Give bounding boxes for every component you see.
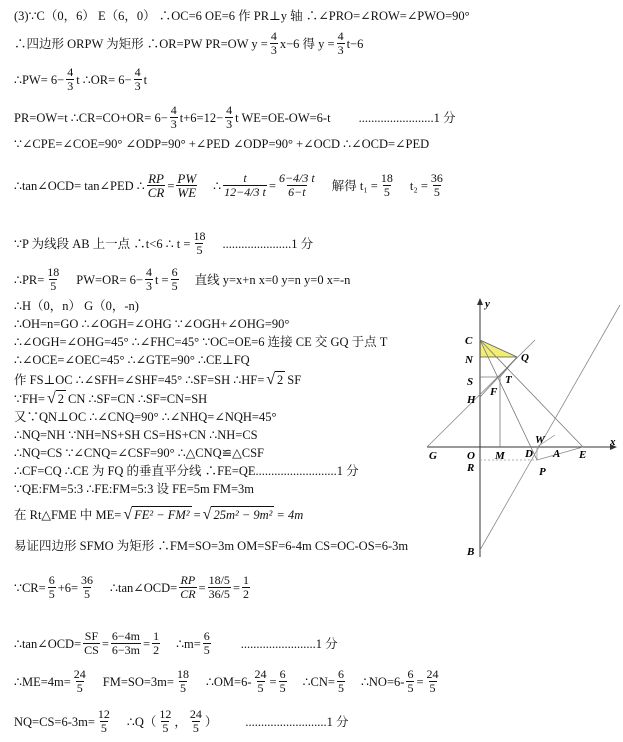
fraction: $\frac{4}{3}$ bbox=[270, 29, 277, 57]
sqrt: √ FE² − FM² bbox=[123, 506, 190, 523]
fraction: $\frac{4}{3}$ bbox=[145, 265, 152, 293]
label-d: D bbox=[525, 448, 533, 460]
line-13: 作 FS⊥OC ∴∠SFH=∠SHF=45° ∴SF=SH ∴HF= √ 2 SF bbox=[14, 371, 302, 388]
label-r: R bbox=[467, 462, 475, 474]
fraction: $\frac{18}{5}$ bbox=[193, 229, 206, 257]
line-10: ∴OH=n=GO ∴∠OGH=∠OHG ∵∠OGH+∠OHG=90° bbox=[14, 317, 290, 331]
fraction: $\frac{t}{12-4/3 t}$ bbox=[224, 171, 266, 199]
fraction: $\frac{1}{2}$ bbox=[153, 629, 160, 657]
label-x: x bbox=[610, 436, 616, 448]
fraction: $\frac{6}{5}$ bbox=[279, 667, 286, 695]
fraction: $\frac{36}{5}$ bbox=[81, 573, 94, 601]
sqrt: √ 2 bbox=[266, 371, 284, 388]
fraction: $\frac{36}{5}$ bbox=[430, 171, 443, 199]
label-w: W bbox=[535, 434, 545, 446]
score-mark: ........................1 分 bbox=[240, 636, 338, 651]
label-o: O bbox=[467, 450, 475, 462]
line-1: (3)∵C（0，6） E（6，0） ∴OC=6 OE=6 作 PR⊥y 轴 ∴∠PRO=∠ROW=∠PWO=90° bbox=[14, 9, 470, 23]
fraction: $\frac{SF}{CS}$ bbox=[84, 629, 99, 657]
line-5: ∵∠CPE=∠COE=90° ∠ODP=90° +∠PED ∠ODP=90° +∠OCD ∴∠OCD=∠PED bbox=[14, 137, 430, 151]
fraction: $\frac{6}{5}$ bbox=[48, 573, 55, 601]
fraction: $\frac{12}{5}$ bbox=[159, 707, 172, 735]
line-15: 又∵QN⊥OC ∴∠CNQ=90° ∴∠NHQ=∠NQH=45° bbox=[14, 410, 277, 424]
line-21: 易证四边形 SFMO 为矩形 ∴FM=SO=3m OM=SF=6-4m CS=OC-OS=6-3m bbox=[14, 539, 409, 553]
label-f: F bbox=[490, 386, 498, 398]
label-h: H bbox=[467, 394, 476, 406]
label-y: y bbox=[485, 298, 490, 310]
line-19: ∵QE:FM=5:3 ∴FE:FM=5:3 设 FE=5m FM=3m bbox=[14, 482, 254, 496]
fraction: $\frac{RP}{CR}$ bbox=[180, 573, 196, 601]
fraction: $\frac{18/5}{36/5}$ bbox=[208, 573, 230, 601]
label-a: A bbox=[553, 448, 561, 460]
line-24: ∴ME=4m= $\frac{24}{5}$ FM=SO=3m= $\frac{18}{5}$ ∴OM=6- $\frac{24}{5}$ = $\frac{6}{5}$ ∴CN= $\frac{6}{5}$ ∴NO=6- $\frac{6}{5}$ = $\frac{24}{5}$ bbox=[14, 667, 439, 695]
fraction: $\frac{24}{5}$ bbox=[189, 707, 202, 735]
geometry-figure bbox=[425, 295, 623, 565]
line-14: ∵FH= √ 2 CN ∴SF=CN ∴SF=CN=SH bbox=[14, 390, 208, 407]
fraction: $\frac{18}{5}$ bbox=[176, 667, 189, 695]
fraction: $\frac{6}{5}$ bbox=[203, 629, 210, 657]
fraction: $\frac{18}{5}$ bbox=[47, 265, 60, 293]
line-7: ∵P 为线段 AB 上一点 ∴t<6 ∴ t = $\frac{18}{5}$ ......................1 分 bbox=[14, 229, 314, 257]
fraction: $\frac{24}{5}$ bbox=[426, 667, 439, 695]
label-s: S bbox=[467, 376, 474, 388]
line-25: NQ=CS=6-3m= $\frac{12}{5}$ ∴Q（ $\frac{12}{5}$ ， $\frac{24}{5}$ ） ..........................1 分 bbox=[14, 707, 349, 735]
line-17: ∴NQ=CS ∵∠CNQ=∠CSF=90° ∴△CNQ≌△CSF bbox=[14, 446, 265, 460]
fraction: $\frac{12}{5}$ bbox=[97, 707, 110, 735]
fraction: $\frac{PW}{WE}$ bbox=[177, 171, 197, 200]
line-3: ∴PW= 6− $\frac{4}{3}$ t ∴OR= 6− $\frac{4}{3}$ t bbox=[14, 65, 148, 93]
line-2: ∴四边形 ORPW 为矩形 ∴OR=PW PR=OW y = $\frac{4}{3}$ x−6 得 y = $\frac{4}{3}$ t−6 bbox=[14, 29, 364, 57]
score-mark: ..........................1 分 bbox=[255, 464, 359, 478]
fraction: $\frac{6-4/3 t}{6-t}$ bbox=[278, 171, 315, 199]
label-q: Q bbox=[521, 352, 529, 364]
sqrt: √ 25m² − 9m² bbox=[202, 506, 273, 523]
fraction: $\frac{6}{5}$ bbox=[337, 667, 344, 695]
fraction: $\frac{4}{3}$ bbox=[170, 103, 177, 131]
fraction: $\frac{24}{5}$ bbox=[73, 667, 86, 695]
line-4: PR=OW=t ∴CR=CO+OR= 6− $\frac{4}{3}$ t+6=12− $\frac{4}{3}$ t WE=OE-OW=6-t ........................1 分 bbox=[14, 103, 456, 131]
line-20: 在 Rt△FME 中 ME= √ FE² − FM² = √ 25m² − 9m² = 4m bbox=[14, 506, 304, 523]
fraction: $\frac{4}{3}$ bbox=[337, 29, 344, 57]
line-11: ∴∠OGH=∠OHG=45° ∴∠FHC=45° ∵OC=OE=6 连接 CE 交 GQ 于点 T bbox=[14, 335, 388, 349]
line-18: ∴CF=CQ ∴CE 为 FQ 的垂直平分线 ∴FE=QE ..........................1 分 bbox=[14, 464, 359, 478]
label-t: T bbox=[505, 374, 512, 386]
y-arrow bbox=[477, 298, 483, 305]
line-16: ∴NQ=NH ∵NH=NS+SH CS=HS+CN ∴NH=CS bbox=[14, 428, 258, 442]
fraction: $\frac{4}{3}$ bbox=[226, 103, 233, 131]
score-mark: ........................1 分 bbox=[358, 110, 456, 125]
line-8: ∴PR= $\frac{18}{5}$ PW=OR= 6− $\frac{4}{3}$ t = $\frac{6}{5}$ 直线 y=x+n x=0 y=n y=0 x=-n bbox=[14, 265, 351, 293]
label-m: M bbox=[495, 450, 505, 462]
label-b: B bbox=[467, 546, 475, 558]
line-9: ∴H（0，n） G（0，-n) bbox=[14, 299, 139, 313]
line-23: ∴tan∠OCD= $\frac{SF}{CS}$ = $\frac{6-4m}{6-3m}$ = $\frac{1}{2}$ ∴m= $\frac{6}{5}$ ........................1 分 bbox=[14, 629, 338, 657]
sqrt: √ 2 bbox=[46, 390, 65, 407]
fraction: $\frac{4}{3}$ bbox=[67, 65, 74, 93]
label-c: C bbox=[465, 335, 473, 347]
score-mark: ..........................1 分 bbox=[245, 714, 349, 729]
fraction: $\frac{6-4m}{6-3m}$ bbox=[111, 629, 140, 657]
line-12: ∴∠OCE=∠OEC=45° ∴∠GTE=90° ∴CE⊥FQ bbox=[14, 353, 250, 367]
label-p: P bbox=[539, 466, 546, 478]
line-ab bbox=[480, 305, 620, 550]
score-mark: ......................1 分 bbox=[222, 236, 314, 251]
fraction: $\frac{RP}{CR}$ bbox=[147, 171, 165, 200]
label-e: E bbox=[579, 449, 587, 461]
fraction: $\frac{18}{5}$ bbox=[380, 171, 393, 199]
fraction: $\frac{4}{3}$ bbox=[134, 65, 141, 93]
fraction: $\frac{6}{5}$ bbox=[407, 667, 414, 695]
line-6: ∴tan∠OCD= tan∠PED ∴ $\frac{RP}{CR}$ = $\frac{PW}{WE}$ ∴ $\frac{t}{12-4/3 t}$ = $\frac{6-4/3 t}{6-t}$ 解得 t₁ = $\frac{18}{5}$ t₂ = $\frac{36}{5}$ bbox=[14, 171, 443, 200]
label-n: N bbox=[465, 354, 473, 366]
label-g: G bbox=[429, 450, 437, 462]
fraction: $\frac{6}{5}$ bbox=[171, 265, 178, 293]
fraction: $\frac{1}{2}$ bbox=[243, 573, 249, 601]
fraction: $\frac{24}{5}$ bbox=[254, 667, 267, 695]
line-22: ∵CR= $\frac{6}{5}$ +6= $\frac{36}{5}$ ∴tan∠OCD= $\frac{RP}{CR}$ = $\frac{18/5}{36/5}$ = $\frac{1}{2}$ bbox=[14, 573, 249, 601]
